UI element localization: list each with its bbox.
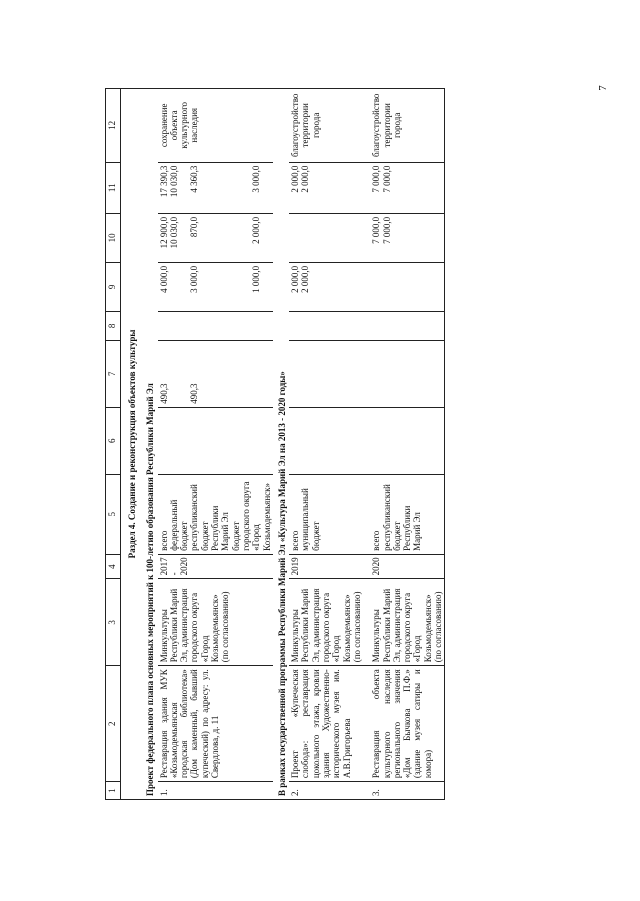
col9-values bbox=[158, 262, 273, 311]
col-header-10: 10 bbox=[106, 213, 121, 262]
table-row bbox=[289, 89, 363, 800]
col-header-8: 8 bbox=[106, 311, 121, 340]
value: 490,3 bbox=[158, 383, 169, 404]
col-header-3: 3 bbox=[106, 579, 121, 666]
expected-result: благоустройство территории города bbox=[363, 89, 445, 163]
value: 7 000,0 bbox=[371, 216, 382, 244]
col7-cell bbox=[363, 340, 445, 407]
col10-values bbox=[158, 213, 273, 262]
col-header-5: 5 bbox=[106, 474, 121, 554]
value: 2 000,0 bbox=[290, 165, 301, 193]
years: 2020 bbox=[363, 554, 445, 579]
row-number: 3. bbox=[363, 782, 445, 800]
expected-result: благоустройство территории города bbox=[289, 89, 363, 163]
col-header-2: 2 bbox=[106, 666, 121, 782]
col-header-9: 9 bbox=[106, 262, 121, 311]
col7-cell bbox=[289, 340, 363, 407]
value: 490,3 bbox=[189, 383, 200, 404]
funding-sources bbox=[289, 474, 363, 554]
source-item: федеральный бюджет bbox=[168, 499, 190, 551]
col8-cell bbox=[363, 311, 445, 340]
rotated-table-sheet bbox=[105, 88, 535, 800]
table-row bbox=[158, 89, 273, 800]
years: 2019 bbox=[289, 554, 363, 579]
value: 7 000,0 bbox=[371, 165, 382, 193]
value: 7 000,0 bbox=[381, 165, 392, 193]
executor: Минкультуры Республики Марий Эл, администрация городского округа «Город Козьмодемьянск» (по согласованию) bbox=[363, 579, 445, 666]
value: 7 000,0 bbox=[381, 216, 392, 244]
executor: Минкультуры Республики Марий Эл, администрация городского округа «Город Козьмодемьянск» (по согласованию) bbox=[289, 579, 363, 666]
executor: Минкультуры Республики Марий Эл, администрация городского округа «Город Козьмодемьянск» (по согласованию) bbox=[158, 579, 273, 666]
col10-values bbox=[363, 213, 445, 262]
value: 870,0 bbox=[189, 216, 200, 238]
col-header-6: 6 bbox=[106, 407, 121, 474]
subheading-row bbox=[141, 89, 157, 800]
col-header-11: 11 bbox=[106, 162, 121, 213]
source-item: всего bbox=[290, 530, 301, 551]
col-header-7: 7 bbox=[106, 340, 121, 407]
value: 12 900,0 bbox=[158, 216, 169, 249]
col-header-1: 1 bbox=[106, 782, 121, 800]
subheading-row bbox=[273, 89, 289, 800]
source-item: всего bbox=[371, 530, 382, 551]
col9-cell bbox=[363, 262, 445, 311]
years: 2017 - 2020 bbox=[158, 554, 273, 579]
row-number: 1. bbox=[158, 782, 273, 800]
source-item: бюджет городского округа «Город Козьмодемьянск» bbox=[230, 481, 272, 551]
value: 10 030,0 bbox=[168, 216, 179, 249]
source-item: республиканский бюджет Республики Марий Эл bbox=[381, 484, 423, 551]
col-header-12: 12 bbox=[106, 89, 121, 163]
subheading-state-program: В рамках государственной программы Республики Марий Эл «Культура Марий Эл на 2013 - 2020 годы» bbox=[273, 89, 289, 800]
column-number-row bbox=[106, 89, 121, 800]
col11-values bbox=[289, 162, 363, 213]
col6-cell bbox=[289, 407, 363, 474]
col8-cell bbox=[289, 311, 363, 340]
value: 3 000,0 bbox=[251, 165, 262, 193]
value: 2 000,0 bbox=[290, 265, 301, 293]
measures-table bbox=[105, 88, 445, 800]
value: 3 000,0 bbox=[189, 265, 200, 293]
value: 10 030,0 bbox=[168, 165, 179, 198]
expected-result: сохранение объекта культурного наследия bbox=[158, 89, 273, 163]
funding-sources bbox=[158, 474, 273, 554]
source-item: муниципальный бюджет bbox=[300, 488, 321, 551]
col-header-4: 4 bbox=[106, 554, 121, 579]
col6-cell bbox=[363, 407, 445, 474]
col11-values bbox=[158, 162, 273, 213]
value: 4 360,3 bbox=[189, 165, 200, 193]
measure-name: Проект «Купеческая слобода»: реставрация цокольного этажа, кровли здания Художественно-исторического музея им. А.В.Григорьева bbox=[289, 666, 363, 782]
value: 17 390,3 bbox=[158, 165, 169, 198]
col8-cell bbox=[158, 311, 273, 340]
col11-values bbox=[363, 162, 445, 213]
source-item: республиканский бюджет Республики Марий Эл bbox=[189, 484, 231, 551]
section-heading-row bbox=[121, 89, 142, 800]
measure-name: Реставрация здания МУК «Козьмодемьянская городская библиотека» (Дом каменный, бывший купеческий) по адресу: ул. Свердлова, д. 11 bbox=[158, 666, 273, 782]
col9-values bbox=[289, 262, 363, 311]
funding-sources bbox=[363, 474, 445, 554]
value: 2 000,0 bbox=[300, 265, 311, 293]
row-number: 2. bbox=[289, 782, 363, 800]
col7-values bbox=[158, 340, 273, 407]
page-number: 7 bbox=[596, 85, 609, 91]
value: 4 000,0 bbox=[158, 265, 169, 293]
value: 2 000,0 bbox=[300, 165, 311, 193]
section-title: Раздел 4. Создание и реконструкция объектов культуры bbox=[121, 89, 142, 800]
col6-cell bbox=[158, 407, 273, 474]
table-row bbox=[363, 89, 445, 800]
subheading-federal-plan: Проект федерального плана основных мероприятий к 100-летию образования Республики Марий Эл bbox=[141, 89, 157, 800]
value: 2 000,0 bbox=[251, 216, 262, 244]
col10-cell bbox=[289, 213, 363, 262]
measure-name: Реставрация объекта культурного наследия регионального значения «Дом Бычкова П.Ф.» (здание музея сатиры и юмора) bbox=[363, 666, 445, 782]
source-item: всего bbox=[158, 530, 169, 551]
value: 1 000,0 bbox=[251, 265, 262, 293]
